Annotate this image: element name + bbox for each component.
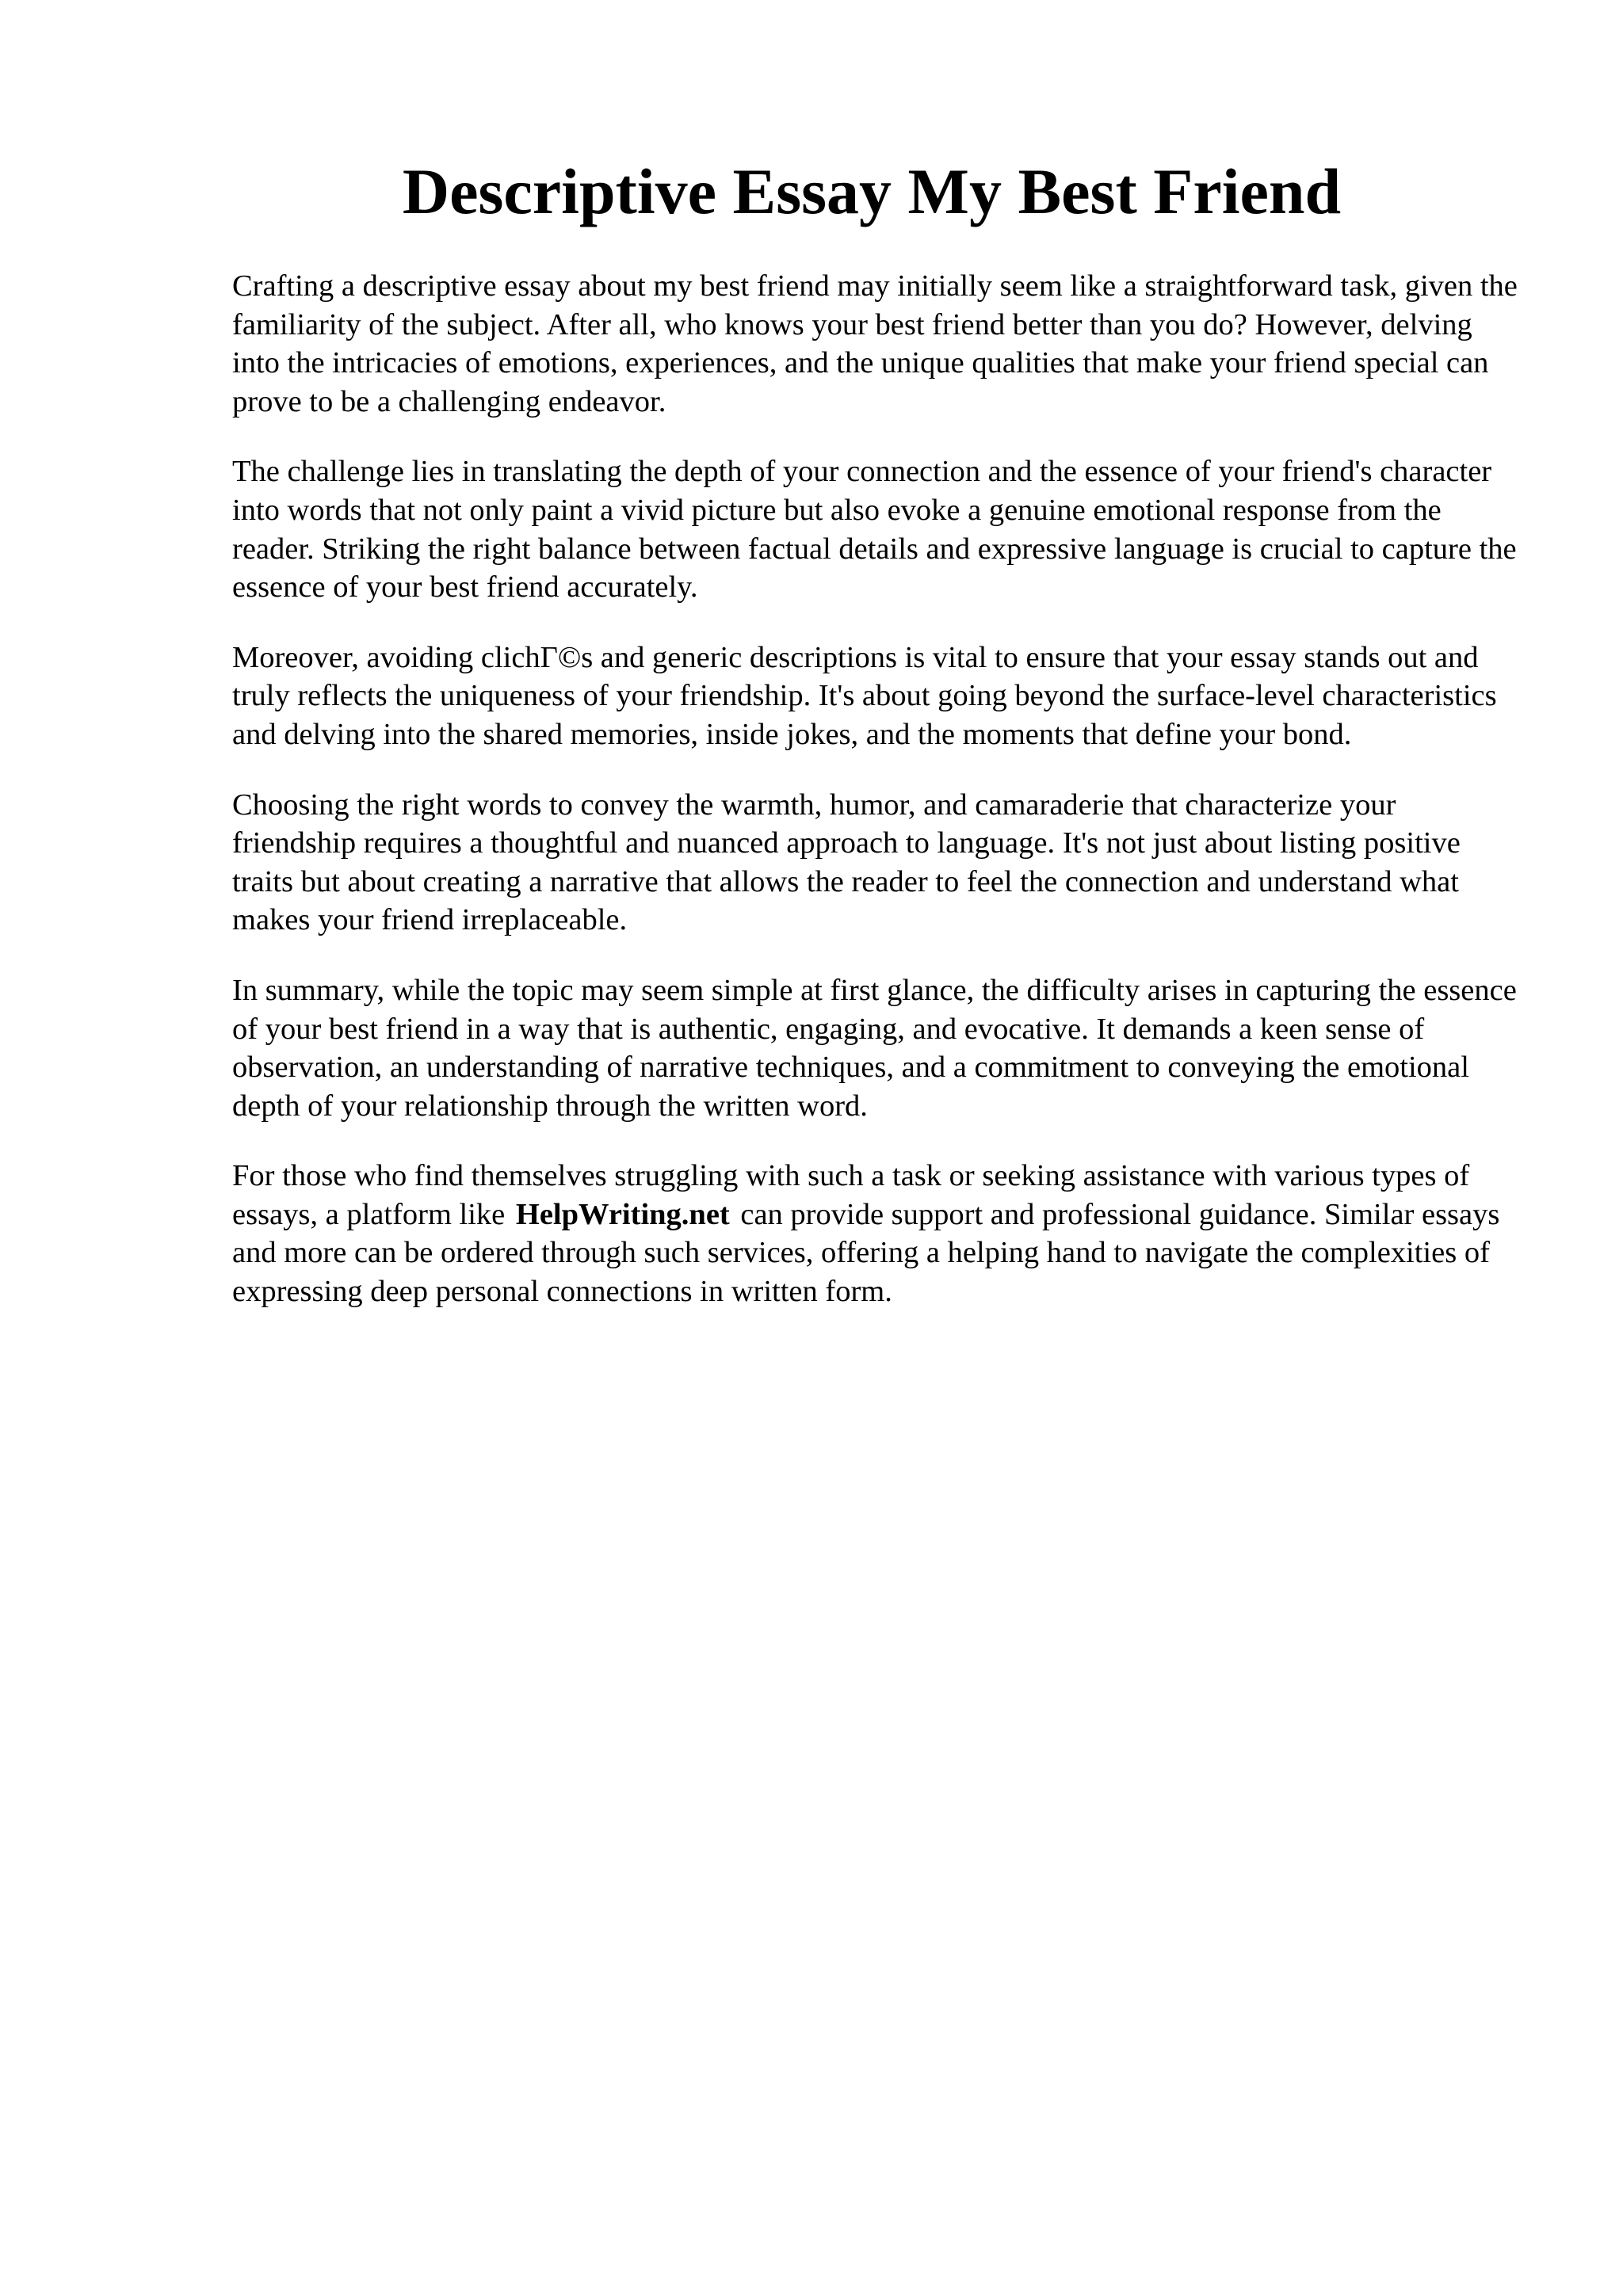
paragraph-5: In summary, while the topic may seem simple at first glance, the difficulty arises in capturing the essence of your best friend in a way that is authentic, engaging, and evocative. It demands a keen sense of observation, an understanding of narrative techniques, and a commitment to conveying the emotional depth of your relationship through the written word. [232, 973, 1517, 1123]
paragraph-6-after: can provide support and professional guidance. Similar essays and more can be ordered through such services, offering a helping hand to navigate the complexities of expressing deep personal connections in written form. [232, 1197, 1500, 1309]
paragraph-4: Choosing the right words to convey the warmth, humor, and camaraderie that characterize your friendship requires a thoughtful and nuanced approach to language. It's not just about listing positive traits but about creating a narrative that allows the reader to feel the connection and understand what makes your friend irreplaceable. [232, 788, 1461, 937]
paragraph-6 [232, 1157, 1524, 1310]
brand-name: HelpWriting.net [515, 1197, 730, 1231]
document-body [232, 267, 1524, 1343]
paragraph-1: Crafting a descriptive essay about my best friend may initially seem like a straightforward task, given the familiarity of the subject. After all, who knows your best friend better than you do? However, delving into the intricacies of emotions, experiences, and the unique qualities that make your friend special can prove to be a challenging endeavor. [232, 269, 1518, 418]
paragraph-3: Moreover, avoiding clichГ©s and generic descriptions is vital to ensure that your essay stands out and truly reflects the uniqueness of your friendship. It's about going beyond the surface-level characteristics and delving into the shared memories, inside jokes, and the moments that define your bond. [232, 640, 1497, 751]
paragraph-6-before: For those who find themselves struggling with such a task or seeking assistance with various types of essays, a platform like [232, 1159, 1470, 1231]
document-title: Descriptive Essay My Best Friend [402, 155, 1342, 227]
paragraph-2: The challenge lies in translating the depth of your connection and the essence of your friend's character into words that not only paint a vivid picture but also evoke a genuine emotional response from the reader. Striking the right balance between factual details and expressive language is crucial to capture the essence of your best friend accurately. [232, 455, 1517, 605]
